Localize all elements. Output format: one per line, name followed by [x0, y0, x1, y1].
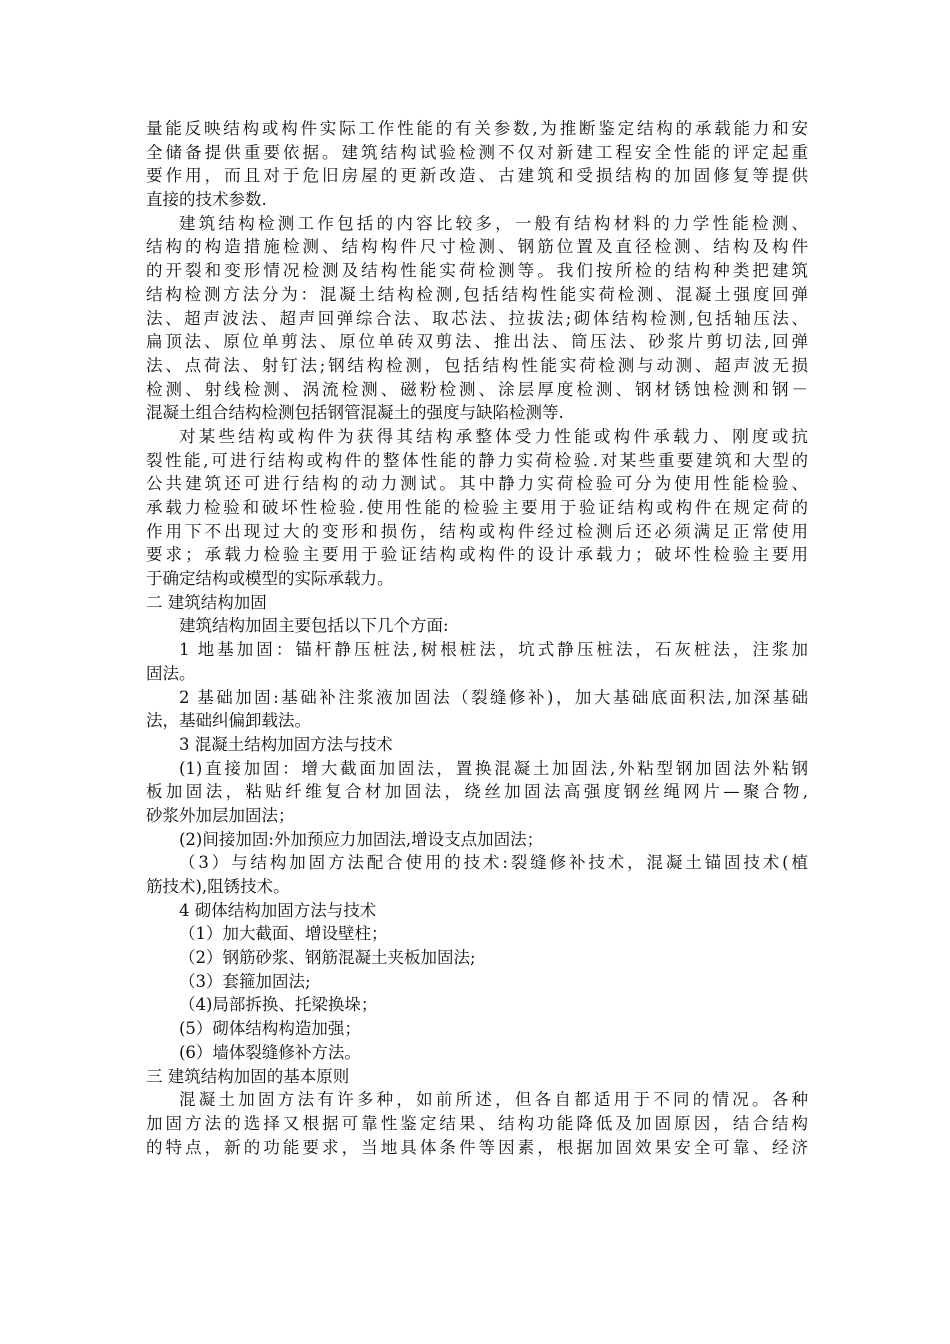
text-line: (2)间接加固:外加预应力加固法,增设支点加固法；	[179, 829, 544, 849]
text-line: 三 建筑结构加固的基本原则	[146, 1066, 350, 1086]
text-line: （2）钢筋砂浆、钢筋混凝土夹板加固法;	[179, 948, 476, 968]
text-line: 公共建筑还可进行结构的动力测试。其中静力实荷检验可分为使用性能检验、	[146, 474, 808, 494]
text-line: 对某些结构或构件为获得其结构承整体受力性能或构件承载力、刚度或抗	[179, 426, 808, 446]
text-line: 板加固法，粘贴纤维复合材加固法，绕丝加固法高强度钢丝绳网片—聚合物,	[146, 782, 808, 802]
text-line: 检测、射线检测、涡流检测、磁粉检测、涂层厚度检测、钢材锈蚀检测和钢－	[146, 379, 808, 399]
text-line: 2 基础加固:基础补注浆液加固法（裂缝修补)，加大基础底面积法,加深基础	[179, 687, 808, 707]
text-line: 直接的技术参数.	[146, 190, 267, 210]
text-line: （3）与结构加固方法配合使用的技术:裂缝修补技术，混凝土锚固技术(植	[179, 853, 808, 873]
text-line: 法，基础纠偏卸载法。	[146, 711, 311, 731]
text-line: 的开裂和变形情况检测及结构性能实荷检测等。我们按所检的结构种类把建筑	[146, 261, 808, 281]
text-line: 要求；承载力检验主要用于验证结构或构件的设计承载力；破坏性检验主要用	[146, 545, 808, 565]
text-line: 建筑结构检测工作包括的内容比较多，一般有结构材料的力学性能检测、	[179, 213, 808, 233]
text-line: 法、点荷法、射钉法;钢结构检测，包括结构性能实荷检测与动测、超声波无损	[146, 355, 808, 375]
text-line: 全储备提供重要依据。建筑结构试验检测不仅对新建工程安全性能的评定起重	[146, 142, 808, 162]
text-line: 3 混凝土结构加固方法与技术	[179, 734, 393, 754]
text-line: （1）加大截面、增设壁柱；	[179, 924, 388, 944]
text-line: 结构检测方法分为：混凝土结构检测,包括结构性能实荷检测、混凝土强度回弹	[146, 284, 808, 304]
text-line: (5）砌体结构构造加强；	[179, 1019, 361, 1039]
text-line: 二 建筑结构加固	[146, 592, 267, 612]
text-line: 4 砌体结构加固方法与技术	[179, 900, 377, 920]
text-line: 筋技术),阻锈技术。	[146, 877, 290, 896]
document-page	[146, 117, 808, 1159]
text-line: (6）墙体裂缝修补方法。	[179, 1042, 361, 1062]
text-line: 作用下不出现过大的变形和损伤，结构或构件经过检测后还必须满足正常使用	[146, 521, 808, 541]
text-line: 承载力检验和破坏性检验.使用性能的检验主要用于验证结构或构件在规定荷的	[146, 498, 808, 517]
text-line: 裂性能,可进行结构或构件的整体性能的静力实荷检验.对某些重要建筑和大型的	[146, 450, 808, 470]
text-line: 加固方法的选择又根据可靠性鉴定结果、结构功能降低及加固原因，结合结构	[146, 1113, 808, 1133]
text-line: 量能反映结构或构件实际工作性能的有关参数,为推断鉴定结构的承载能力和安	[146, 119, 808, 138]
text-line: 1 地基加固：锚杆静压桩法,树根桩法，坑式静压桩法，石灰桩法，注浆加	[179, 640, 808, 660]
text-line: 混凝土组合结构检测包括钢管混凝土的强度与缺陷检测等.	[146, 403, 564, 423]
text-line: 的特点，新的功能要求，当地具体条件等因素，根据加固效果安全可靠、经济	[146, 1137, 808, 1157]
text-line: 结构的构造措施检测、结构构件尺寸检测、钢筋位置及直径检测、结构及构件	[146, 237, 808, 257]
text-line: 扁顶法、原位单剪法、原位单砖双剪法、推出法、筒压法、砂浆片剪切法,回弹	[146, 332, 808, 352]
text-line: 固法。	[146, 663, 196, 683]
text-line: 砂浆外加层加固法；	[146, 805, 295, 825]
text-line: 混凝土加固方法有许多种，如前所述，但各自都适用于不同的情况。各种	[179, 1090, 808, 1110]
text-line: 建筑结构加固主要包括以下几个方面:	[179, 616, 449, 636]
text-line: (1)直接加固：增大截面加固法，置换混凝土加固法,外粘型钢加固法外粘钢	[179, 758, 808, 778]
text-line: 于确定结构或模型的实际承载力。	[146, 569, 394, 589]
text-line: （3）套箍加固法;	[179, 971, 311, 991]
text-line: （4)局部拆换、托梁换垛；	[179, 995, 378, 1015]
text-line: 法、超声波法、超声回弹综合法、取芯法、拉拔法;砌体结构检测,包括轴压法、	[146, 308, 808, 328]
text-line: 要作用，而且对于危旧房屋的更新改造、古建筑和受损结构的加固修复等提供	[146, 166, 808, 186]
